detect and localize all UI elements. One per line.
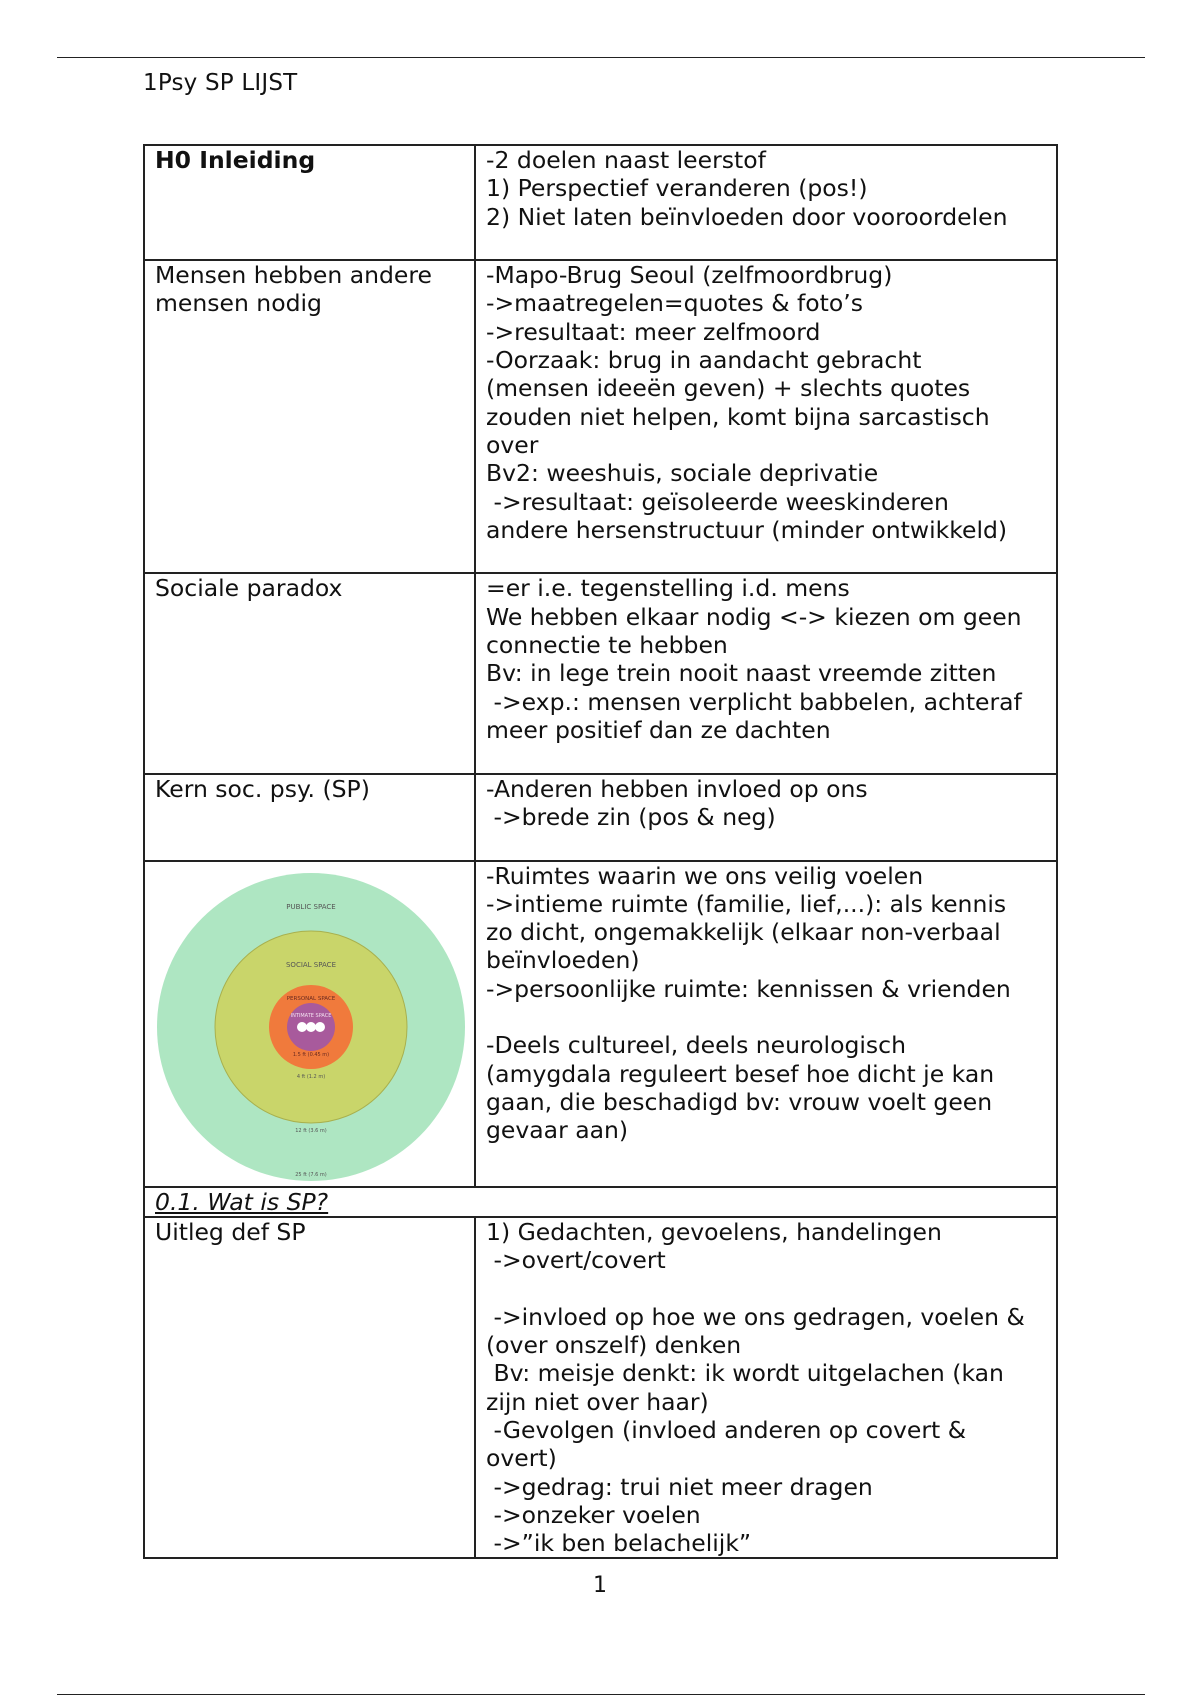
text-line: ->invloed op hoe we ons gedragen, voelen & [486,1302,1025,1331]
text-line: andere hersenstructuur (minder ontwikkeld) [486,515,1008,544]
distance-label: 1.5 ft (0.45 m) [292,1051,330,1058]
row-heading: Uitleg def SP [144,1217,475,1559]
text-line: ->exp.: mensen verplicht babbelen, achteraf [486,687,1022,716]
intimate-space-label: INTIMATE SPACE [290,1012,332,1019]
text-line [486,1003,1048,1031]
notes-table [143,144,1058,1559]
row-heading: Kern soc. psy. (SP) [144,774,475,861]
public-space-label: PUBLIC SPACE [286,902,336,911]
row-content [475,1217,1057,1559]
text-line: -Deels cultureel, deels neurologisch [486,1031,906,1060]
distance-label: 4 ft (1.2 m) [296,1073,326,1080]
text-line: (amygdala reguleert besef hoe dicht je kan [486,1059,995,1088]
section-row [144,1187,1057,1217]
social-space-label: SOCIAL SPACE [285,960,337,969]
text-line: ->brede zin (pos & neg) [486,802,776,831]
table-row [144,1217,1057,1559]
text-line: ->resultaat: meer zelfmoord [486,317,821,346]
text-line: overt) [486,1444,557,1473]
table-row [144,260,1057,573]
text-line: ->persoonlijke ruimte: kennissen & vrienden [486,974,1011,1003]
row-content [475,861,1057,1187]
proxemics-diagram-cell [144,861,475,1187]
text-line: -Ruimtes waarin we ons veilig voelen [486,861,924,890]
text-line: 1) Perspectief veranderen (pos!) [486,174,868,203]
row-content [475,260,1057,573]
header-rule [57,57,1145,58]
text-line: meer positief dan ze dachten [486,715,831,744]
row-heading: Sociale paradox [144,573,475,773]
text-line: Bv2: weeshuis, sociale deprivatie [486,459,879,488]
text-line: -Gevolgen (invloed anderen op covert & [486,1415,967,1444]
row-content [475,145,1057,260]
text-line: -2 doelen naast leerstof [486,146,766,174]
text-line: connectie te hebben [486,631,728,660]
table-row [144,145,1057,260]
text-line: ->overt/covert [486,1246,666,1275]
proxemics-diagram [145,862,476,1184]
text-line: zouden niet helpen, komt bijna sarcastisch [486,402,990,431]
row-content [475,573,1057,773]
text-line: ->maatregelen=quotes & foto’s [486,289,863,318]
table-row [144,861,1057,1187]
distance-label: 12 ft (3.6 m) [295,1127,327,1134]
person-figure [297,1022,307,1032]
text-line [486,744,1048,772]
text-line: zijn niet over haar) [486,1387,709,1416]
text-line: ->intieme ruimte (familie, lief,...): als kennis [486,889,1007,918]
section-heading: 0.1. Wat is SP? [144,1187,1057,1217]
personal-space-label: PERSONAL SPACE [286,995,336,1002]
distance-label: 25 ft (7.6 m) [295,1171,327,1178]
text-line: beïnvloeden) [486,946,640,975]
row-heading: H0 Inleiding [144,145,475,260]
text-line: gevaar aan) [486,1116,629,1145]
row-heading [144,260,475,573]
table-row [144,774,1057,861]
text-line: ->onzeker voelen [486,1500,701,1529]
page-number: 1 [593,1573,607,1598]
text-line: gaan, die beschadigd bv: vrouw voelt geen [486,1087,993,1116]
row-content [475,774,1057,861]
text-line: mensen nodig [155,289,322,318]
text-line: zo dicht, ongemakkelijk (elkaar non-verbaal [486,918,1001,947]
text-line: ->”ik ben belachelijk” [486,1529,752,1558]
text-line [486,1145,1048,1173]
text-line: We hebben elkaar nodig <-> kiezen om geen [486,602,1022,631]
text-line: ->resultaat: geïsoleerde weeskinderen [486,487,949,516]
person-figure [315,1022,325,1032]
text-line: (over onszelf) denken [486,1331,742,1360]
table-row [144,573,1057,773]
text-line: Bv: in lege trein nooit naast vreemde zitten [486,659,997,688]
person-figure [306,1022,316,1032]
text-line: =er i.e. tegenstelling i.d. mens [486,574,850,603]
text-line [486,231,1048,259]
text-line: 2) Niet laten beïnvloeden door vooroordelen [486,202,1008,231]
text-line: -Oorzaak: brug in aandacht gebracht [486,346,922,375]
text-line: Bv: meisje denkt: ik wordt uitgelachen (kan [486,1359,1004,1388]
document-header: 1Psy SP LIJST [143,70,298,96]
text-line [486,1274,1048,1302]
text-line: Mensen hebben andere [155,261,432,290]
text-line: (mensen ideeën geven) + slechts quotes [486,374,971,403]
text-line: -Anderen hebben invloed op ons [486,774,868,803]
text-line [486,544,1048,572]
text-line [486,831,1048,859]
footer-rule [57,1694,1145,1695]
text-line: 1) Gedachten, gevoelens, handelingen [486,1217,942,1246]
text-line: ->gedrag: trui niet meer dragen [486,1472,873,1501]
text-line: over [486,430,539,459]
text-line: -Mapo-Brug Seoul (zelfmoordbrug) [486,261,893,290]
